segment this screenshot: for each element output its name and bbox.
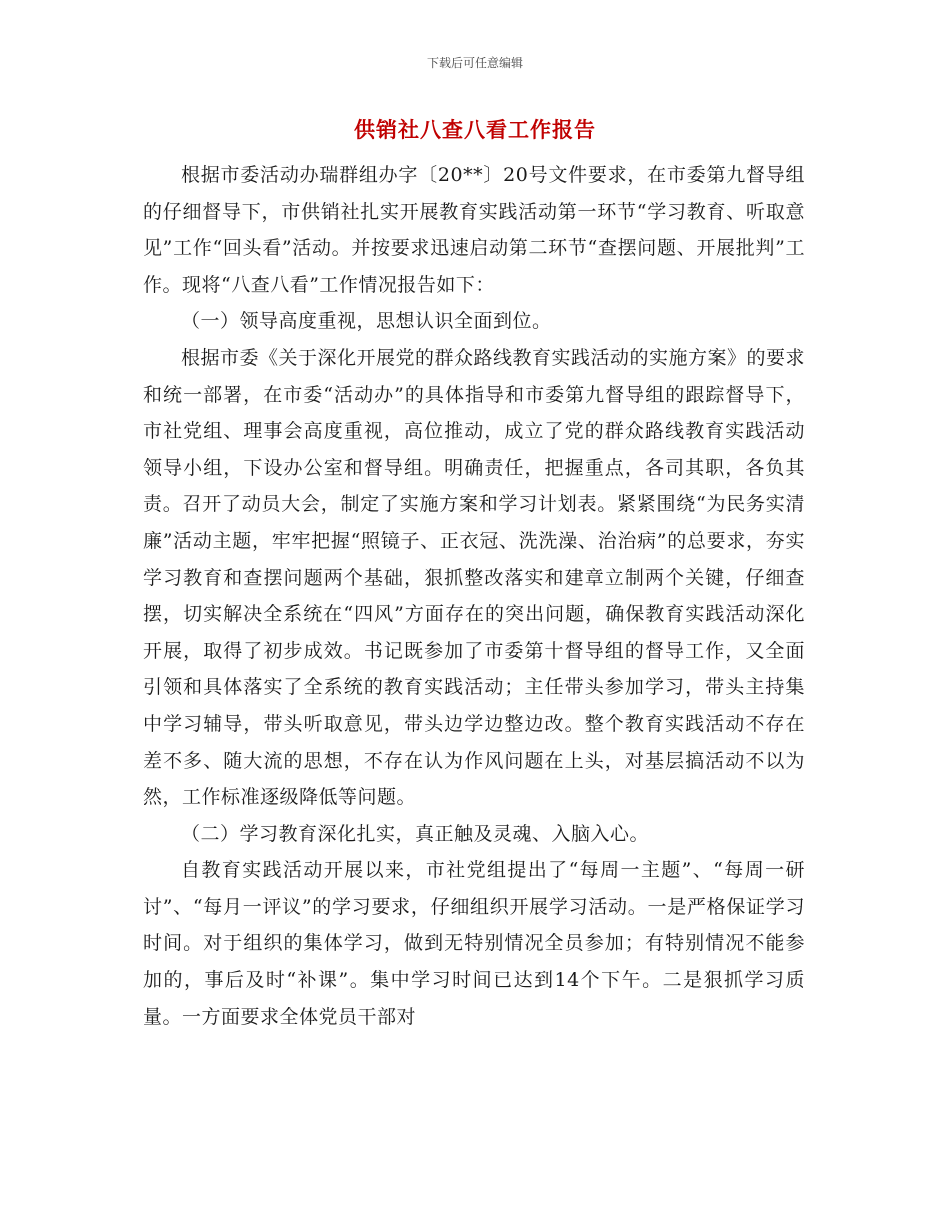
section-heading-1: （一）领导高度重视，思想认识全面到位。: [181, 310, 552, 333]
paragraph-section-1: 根据市委《关于深化开展党的群众路线教育实践活动的实施方案》的要求和统一部署，在市委“活动办”的具体指导和市委第九督导组的跟踪督导下，市社党组、理事会高度重视，高位推动，成立了党的群众路线教育实践活动领导小组，下设办公室和督导组。明确责任，把握重点，各司其职，各负其责。召开了动员大会，制定了实施方案和学习计划表。紧紧围绕“为民务实清廉”活动主题，牢牢把握“照镜子、正衣冠、洗洗澡、治治病”的总要求，夯实学习教育和查摆问题两个基础，狠抓整改落实和建章立制两个关键，仔细查摆，切实解决全系统在“四风”方面存在的突出问题，确保教育实践活动深化开展，取得了初步成效。书记既参加了市委第十督导组的督导工作，又全面引领和具体落实了全系统的教育实践活动；主任带头参加学习，带头主持集中学习辅导，带头听取意见，带头边学边整边改。整个教育实践活动不存在差不多、随大流的思想，不存在认为作风问题在上头，对基层搞活动不以为然，工作标准逐级降低等问题。: [143, 346, 806, 809]
document-title: 供销社八查八看工作报告: [354, 118, 596, 142]
document-body: [143, 157, 805, 1035]
paragraph-intro: 根据市委活动办瑞群组办字〔20**〕20号文件要求，在市委第九督导组的仔细督导下，市供销社扎实开展教育实践活动第一环节“学习教育、听取意见”工作“回头看”活动。并按要求迅速启动第二环节“查摆问题、开展批判”工作。现将“八查八看”工作情况报告如下：: [143, 164, 805, 296]
paragraph-section-2: 自教育实践活动开展以来，市社党组提出了“每周一主题”、“每周一研讨”、“每月一评议”的学习要求，仔细组织开展学习活动。一是严格保证学习时间。对于组织的集体学习，做到无特别情况全员参加；有特别情况不能参加的，事后及时“补课”。集中学习时间已达到14个下午。二是狠抓学习质量。一方面要求全体党员干部对: [143, 859, 805, 1028]
header-note: 下载后可任意编辑: [426, 56, 523, 70]
section-heading-2: （二）学习教育深化扎实，真正触及灵魂、入脑入心。: [181, 822, 650, 845]
